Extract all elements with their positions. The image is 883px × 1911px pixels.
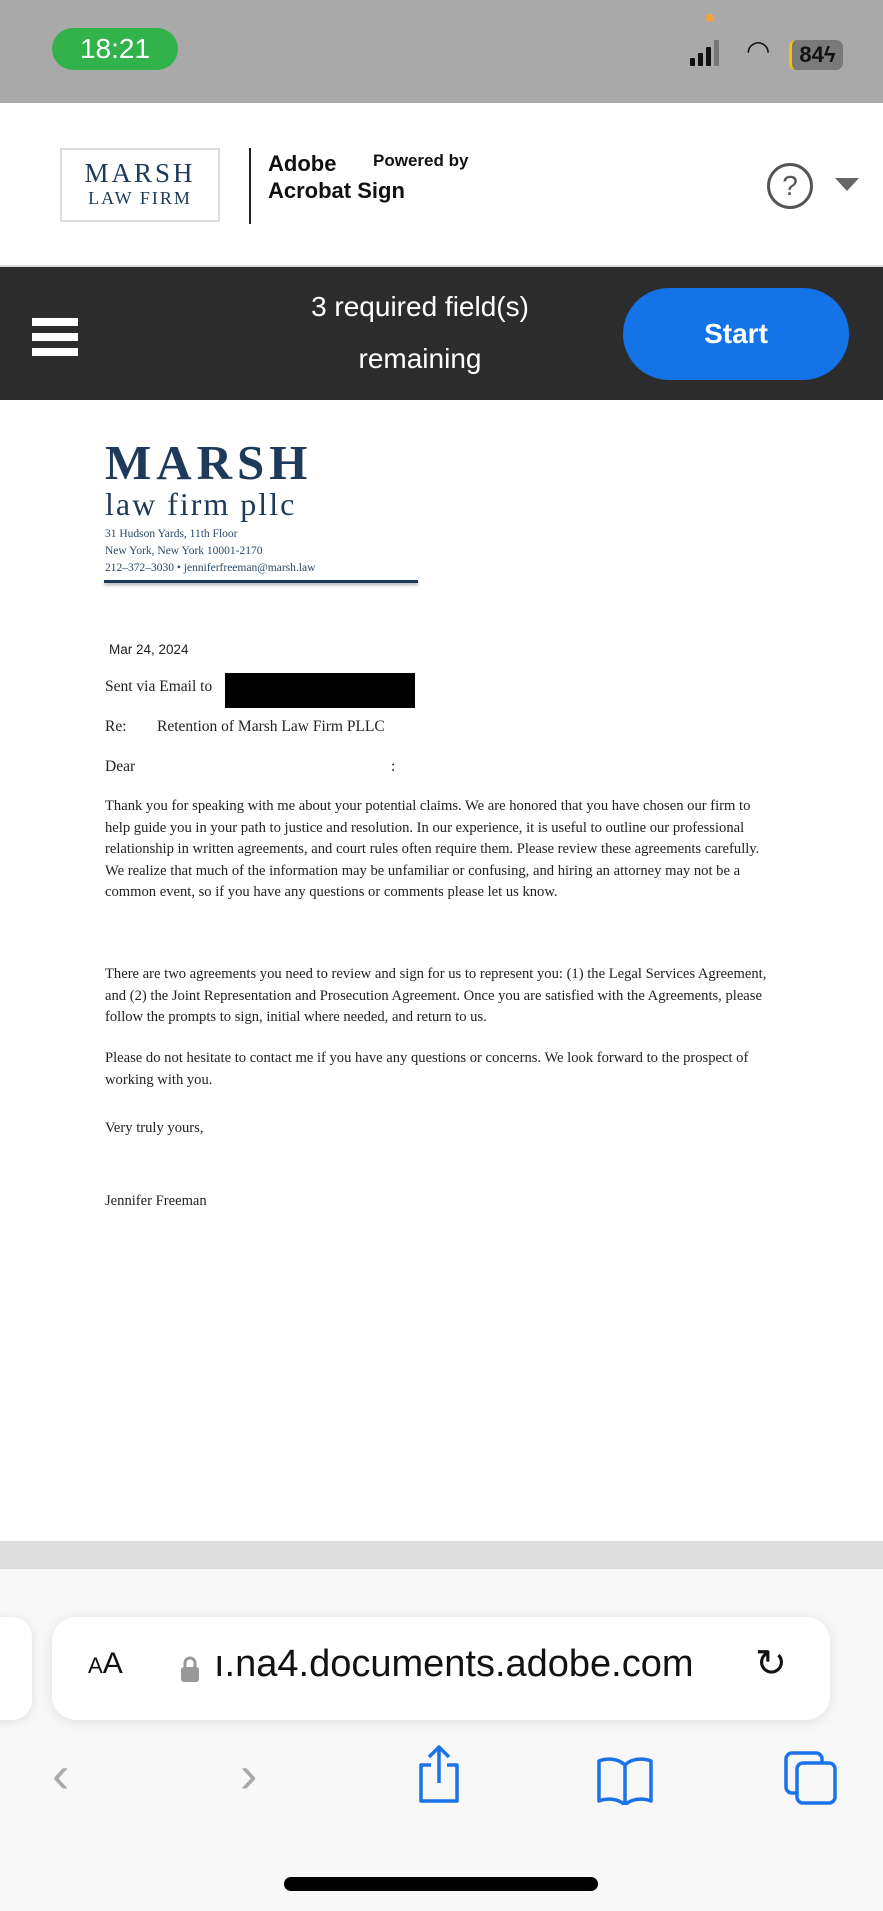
- paragraph-1: Thank you for speaking with me about your potential claims. We are honored that you have chosen our firm to help guide you in your path to justice and resolution. In our experience, it is useful to outline our professional relationship in written agreements, and court rules often require them. Please review these agreements carefully. We realize that much of the information may be unfamiliar or confusing, and hiring an attorney may not be a common event, so if you have any questions or comments please let us know.: [105, 798, 760, 900]
- redacted-recipient: [225, 673, 415, 708]
- cellular-signal-icon: [690, 40, 719, 66]
- document-page: [0, 400, 883, 1541]
- back-icon[interactable]: ‹: [52, 1746, 70, 1804]
- url-text[interactable]: ı.na4.documents.adobe.com: [214, 1643, 694, 1685]
- divider: [249, 148, 251, 224]
- address-bar[interactable]: [52, 1617, 830, 1720]
- help-icon[interactable]: ?: [767, 163, 813, 209]
- letter-date: Mar 24, 2024: [109, 642, 189, 657]
- bookmarks-icon[interactable]: [596, 1755, 654, 1805]
- brand-line1: Adobe: [268, 151, 337, 176]
- closing: Very truly yours,: [105, 1120, 204, 1136]
- address-line2: New York, New York 10001-2170: [105, 545, 263, 557]
- required-line2: remaining: [358, 343, 482, 374]
- powered-by: Powered by: [373, 151, 469, 170]
- letterhead-sub: law firm pllc: [105, 486, 297, 522]
- status-bar: [0, 0, 883, 103]
- logo-line2: LAW FIRM: [88, 188, 192, 208]
- hamburger-menu-icon[interactable]: [32, 318, 78, 363]
- battery-icon: 84ϟ: [789, 40, 843, 70]
- logo-line1: MARSH: [84, 158, 196, 188]
- chevron-down-icon[interactable]: [835, 178, 859, 191]
- text-size-button[interactable]: [88, 1647, 123, 1681]
- letterhead-rule: [104, 580, 418, 583]
- letterhead-name: MARSH: [105, 435, 313, 490]
- share-icon[interactable]: [415, 1745, 463, 1803]
- home-indicator: [284, 1877, 598, 1891]
- reload-icon[interactable]: ↻: [755, 1643, 787, 1685]
- contact-line: 212–372–3030 • jenniferfreeman@marsh.law: [105, 562, 316, 574]
- wifi-icon: ◠: [746, 35, 771, 66]
- required-fields-status: [260, 281, 580, 385]
- paragraph-2: There are two agreements you need to review and sign for us to represent you: (1) the Legal Services Agreement, and (2) the Joint Representation and Prosecution Agreement. Once you are satisfied with the Agreements, please follow the prompts to sign, initial where needed, and return to us.: [105, 966, 767, 1025]
- letterhead: [105, 435, 316, 577]
- lock-icon: [180, 1655, 200, 1683]
- marsh-law-firm-logo: [60, 148, 220, 222]
- required-line1: 3 required field(s): [311, 291, 529, 322]
- start-button[interactable]: Start: [623, 288, 849, 380]
- re-label: Re:: [105, 718, 127, 735]
- tabs-icon[interactable]: [783, 1750, 839, 1806]
- privacy-indicator-dot: [706, 14, 714, 22]
- address-line1: 31 Hudson Yards, 11th Floor: [105, 528, 238, 540]
- battery-level: 84: [799, 42, 824, 67]
- page-separator: [0, 1541, 883, 1568]
- previous-tab-preview[interactable]: [0, 1617, 32, 1720]
- paragraph-3: Please do not hesitate to contact me if you have any questions or concerns. We look forward to the prospect of working with you.: [105, 1050, 749, 1088]
- adobe-acrobat-sign-brand: [268, 150, 469, 204]
- action-bar: [0, 267, 883, 400]
- salutation: Dear: [105, 758, 136, 775]
- signer-name: Jennifer Freeman: [105, 1193, 207, 1209]
- sent-via: Sent via Email to: [105, 678, 213, 695]
- re-subject: Retention of Marsh Law Firm PLLC: [157, 718, 385, 735]
- forward-icon[interactable]: ›: [240, 1746, 258, 1804]
- salutation-colon: :: [391, 758, 396, 775]
- text-size-label: AA: [88, 1647, 123, 1680]
- clock: 18:21: [52, 28, 178, 70]
- brand-line2: Acrobat Sign: [268, 178, 405, 203]
